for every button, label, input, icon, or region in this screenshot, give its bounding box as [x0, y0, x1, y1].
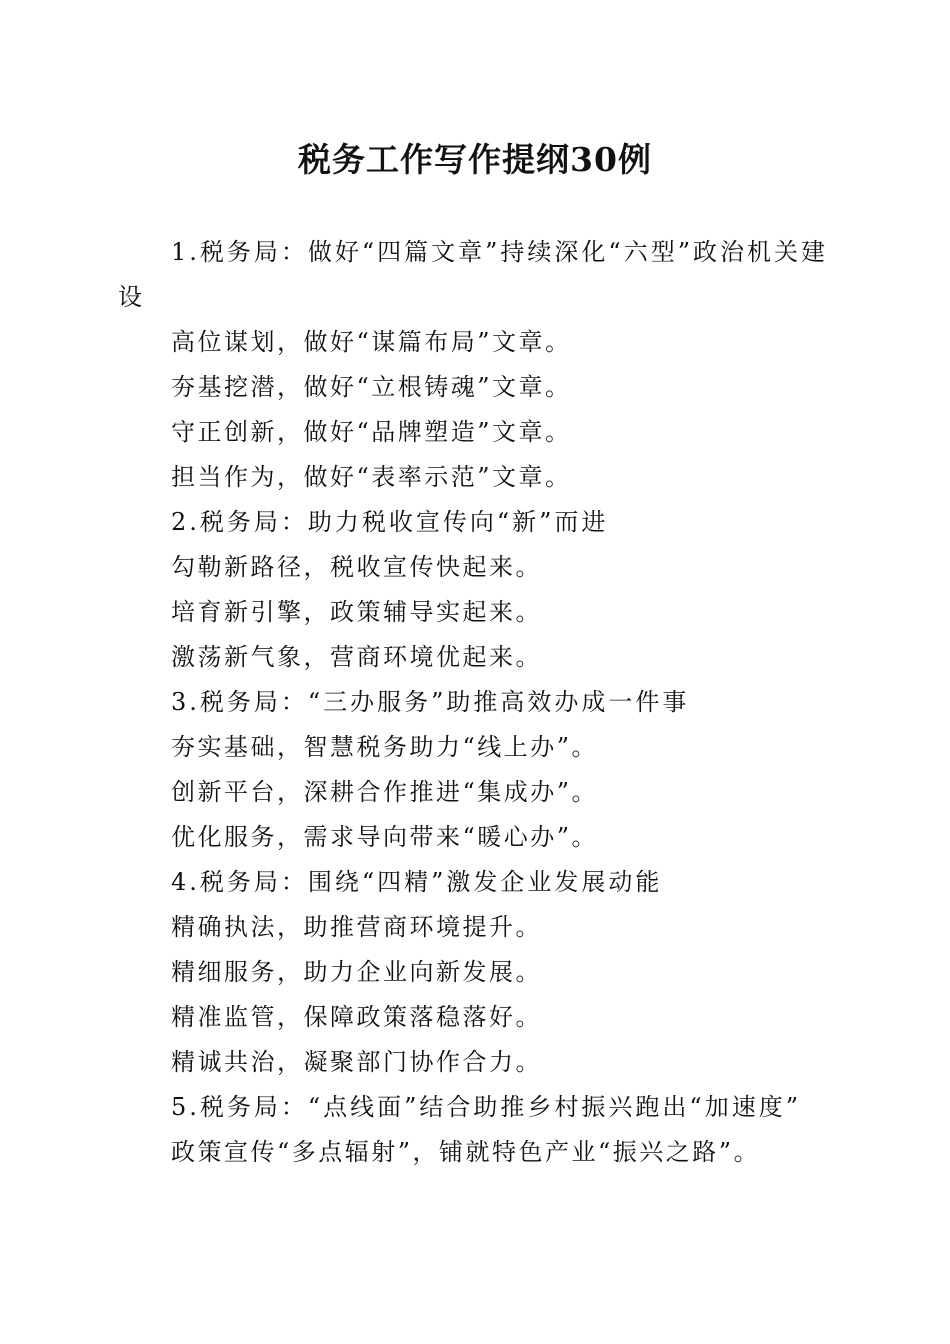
section-heading-1: 1.税务局：做好“四篇文章”持续深化“六型”政治机关建设: [118, 238, 828, 311]
outline-item: 精诚共治，凝聚部门协作合力。: [171, 1048, 542, 1076]
outline-item: 政策宣传“多点辐射”，铺就特色产业“振兴之路”。: [171, 1138, 761, 1166]
outline-item: 创新平台，深耕合作推进“集成办”。: [171, 778, 599, 806]
outline-item: 守正创新，做好“品牌塑造”文章。: [171, 418, 572, 446]
outline-item: 激荡新气象，营商环境优起来。: [171, 643, 542, 671]
outline-item: 优化服务，需求导向带来“暖心办”。: [171, 823, 599, 851]
outline-item: 担当作为，做好“表率示范”文章。: [171, 463, 572, 491]
outline-item: 精准监管，保障政策落稳落好。: [171, 1003, 542, 1031]
outline-item: 高位谋划，做好“谋篇布局”文章。: [171, 328, 572, 356]
outline-item: 夯实基础，智慧税务助力“线上办”。: [171, 733, 599, 761]
outline-item: 培育新引擎，政策辅导实起来。: [171, 598, 542, 626]
document-body: [118, 230, 830, 1175]
outline-item: 精细服务，助力企业向新发展。: [171, 958, 542, 986]
section-heading-4: 4.税务局：围绕“四精”激发企业发展动能: [171, 868, 663, 896]
section-heading-2: 2.税务局：助力税收宣传向“新”而进: [171, 508, 609, 536]
outline-item: 勾勒新路径，税收宣传快起来。: [171, 553, 542, 581]
section-heading-5: 5.税务局：“点线面”结合助推乡村振兴跑出“加速度”: [171, 1093, 801, 1121]
document-title: 税务工作写作提纲30例: [298, 140, 652, 179]
outline-item: 精确执法，助推营商环境提升。: [171, 913, 542, 941]
outline-item: 夯基挖潜，做好“立根铸魂”文章。: [171, 373, 572, 401]
section-heading-3: 3.税务局：“三办服务”助推高效办成一件事: [171, 688, 690, 716]
